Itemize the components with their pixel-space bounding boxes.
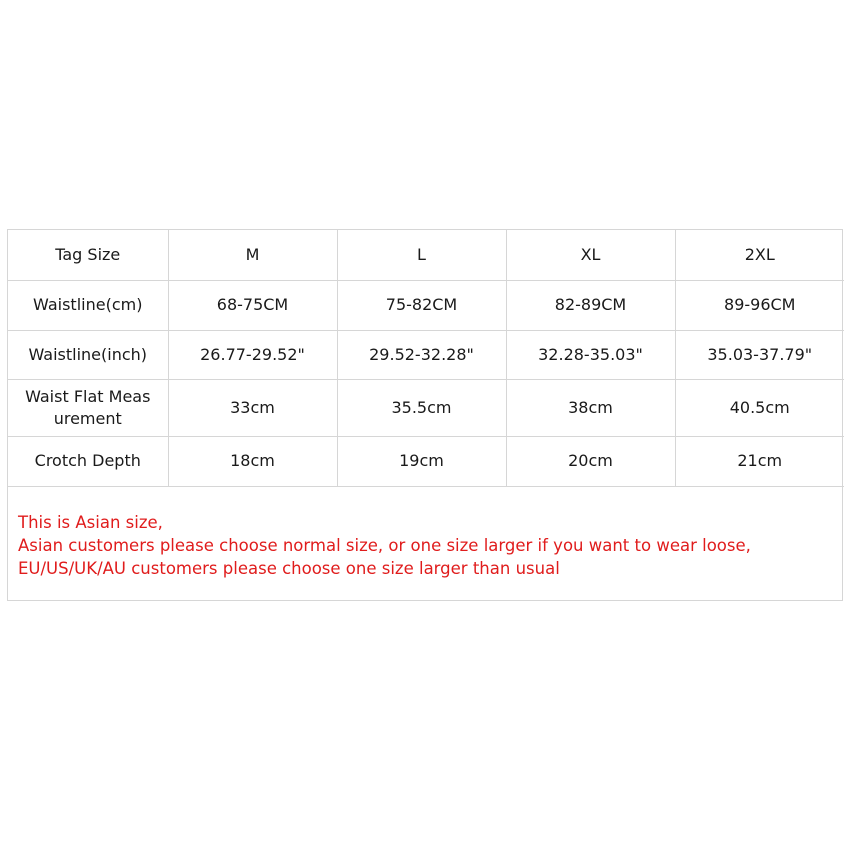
table-row-crotch-depth (8, 436, 844, 486)
row-label-line-1: Waist Flat Meas (25, 386, 151, 406)
note-line-2: Asian customers please choose normal size, or one size larger if you want to wear loose, (18, 535, 751, 555)
table-cell: 32.28-35.03" (506, 330, 675, 379)
size-table (8, 230, 844, 487)
size-note (8, 487, 842, 600)
table-cell: 40.5cm (675, 379, 844, 436)
row-label: Waistline(inch) (8, 330, 168, 379)
header-label-cell: Tag Size (8, 230, 168, 280)
table-cell: 18cm (168, 436, 337, 486)
table-cell: 33cm (168, 379, 337, 436)
note-line-1: This is Asian size, (18, 512, 163, 532)
table-cell: 21cm (675, 436, 844, 486)
note-line-3: EU/US/UK/AU customers please choose one size larger than usual (18, 558, 560, 578)
table-row-waist-flat-measurement (8, 379, 844, 436)
table-cell: 89-96CM (675, 280, 844, 330)
table-cell: 20cm (506, 436, 675, 486)
table-cell: 29.52-32.28" (337, 330, 506, 379)
table-cell: 26.77-29.52" (168, 330, 337, 379)
table-cell: 19cm (337, 436, 506, 486)
size-header-m: M (168, 230, 337, 280)
table-cell: 35.5cm (337, 379, 506, 436)
size-header-2xl: 2XL (675, 230, 844, 280)
table-cell: 35.03-37.79" (675, 330, 844, 379)
table-row-waistline-cm (8, 280, 844, 330)
row-label: Waistline(cm) (8, 280, 168, 330)
table-cell: 38cm (506, 379, 675, 436)
table-row-waistline-inch (8, 330, 844, 379)
header-row (8, 230, 844, 280)
table-cell: 68-75CM (168, 280, 337, 330)
size-chart (7, 229, 843, 601)
size-header-xl: XL (506, 230, 675, 280)
row-label: Crotch Depth (8, 436, 168, 486)
table-cell: 75-82CM (337, 280, 506, 330)
row-label-line-2: urement (53, 408, 122, 428)
table-cell: 82-89CM (506, 280, 675, 330)
row-label (8, 379, 168, 436)
size-header-l: L (337, 230, 506, 280)
